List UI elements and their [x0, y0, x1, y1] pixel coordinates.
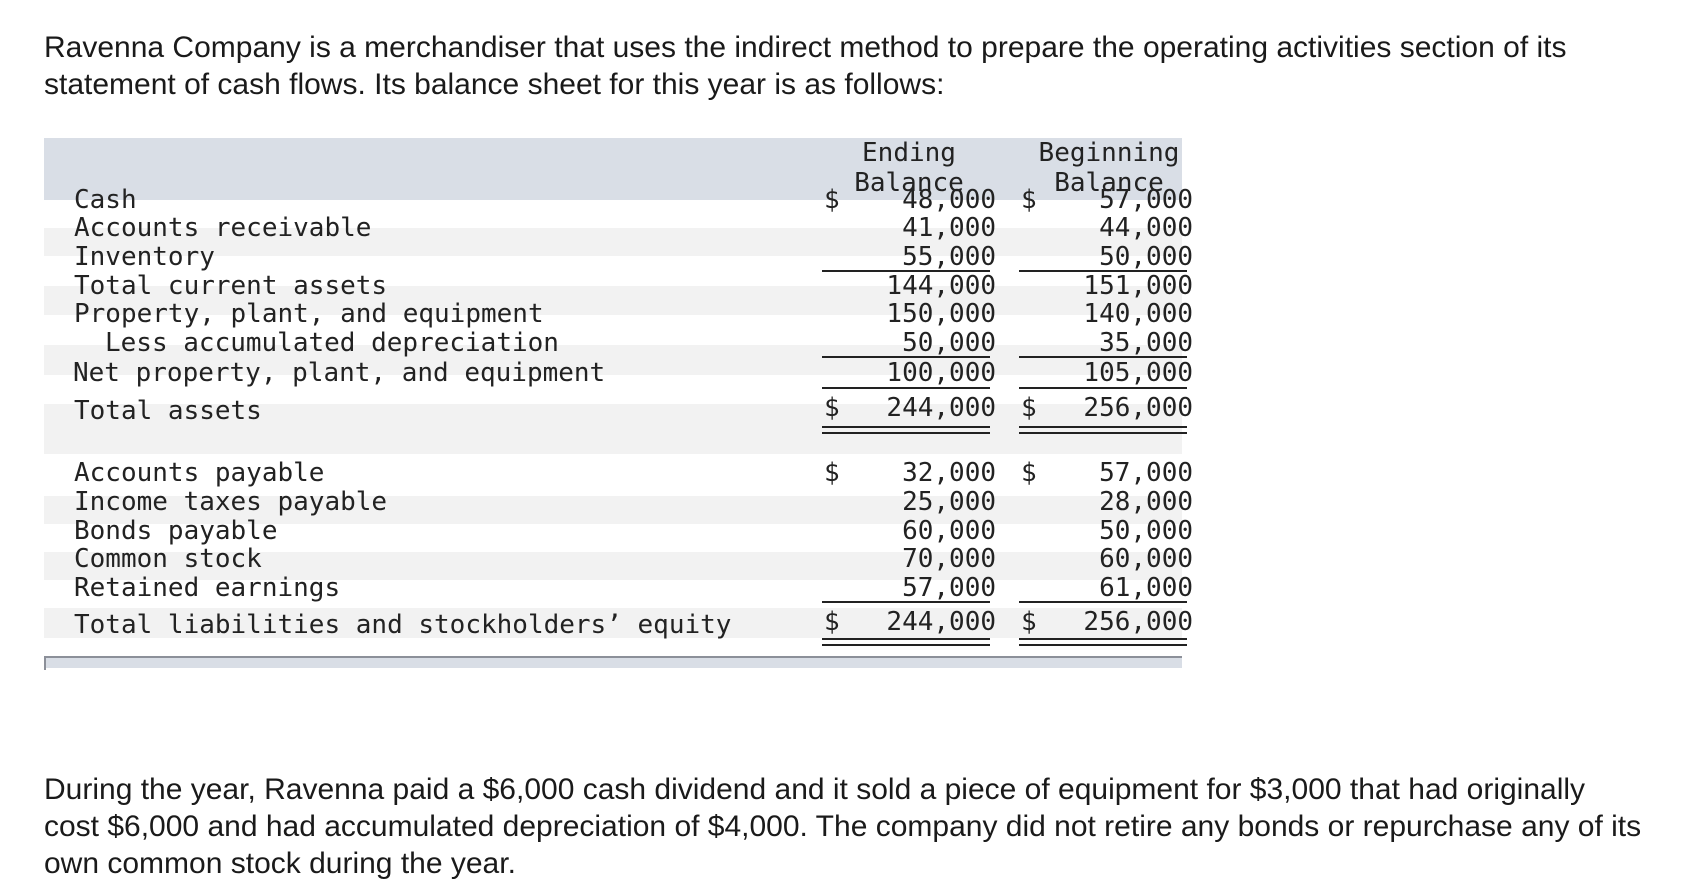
ending-value: $ 244,000 [824, 393, 996, 423]
table-footer-tick [44, 656, 46, 670]
subtotal-rule [822, 387, 990, 389]
row-label: Total current assets [74, 271, 388, 301]
table-row [44, 358, 1193, 388]
ending-value: 144,000 [886, 271, 996, 301]
table-row [44, 544, 1193, 574]
table-row [44, 458, 1193, 488]
row-label: Net property, plant, and equipment [73, 358, 606, 388]
ending-value: 25,000 [902, 487, 996, 517]
ending-value: 50,000 [902, 328, 996, 358]
row-label: Income taxes payable [74, 487, 388, 517]
beginning-value: $ 57,000 [1021, 458, 1193, 488]
beginning-value: $ 256,000 [1021, 393, 1193, 423]
row-label: Accounts receivable [74, 213, 372, 243]
beginning-value: 50,000 [1099, 516, 1193, 546]
total-double-rule [822, 426, 990, 434]
row-label: Less accumulated depreciation [105, 328, 559, 358]
table-row [44, 487, 1193, 517]
beginning-value: $ 256,000 [1021, 607, 1193, 637]
subtotal-rule [1019, 601, 1187, 603]
table-row [44, 242, 1193, 272]
subtotal-rule [1019, 387, 1187, 389]
row-label: Total assets [74, 396, 262, 426]
row-label: Accounts payable [74, 458, 325, 488]
table-row [44, 271, 1193, 301]
row-label: Inventory [74, 242, 215, 272]
beginning-value: 140,000 [1083, 299, 1193, 329]
beginning-value: 61,000 [1099, 573, 1193, 603]
beginning-value: $ 57,000 [1021, 185, 1193, 215]
ending-value: $ 244,000 [824, 607, 996, 637]
table-row [44, 185, 1193, 215]
beginning-value: 35,000 [1099, 328, 1193, 358]
beginning-value: 60,000 [1099, 544, 1193, 574]
intro-paragraph: Ravenna Company is a merchandiser that uses the indirect method to prepare the operating activities section of its statement of cash flows. Its balance sheet for this year is as follows: [44, 31, 1567, 101]
total-double-rule [1019, 638, 1187, 646]
beginning-value: 28,000 [1099, 487, 1193, 517]
table-row [44, 516, 1193, 546]
table-row [44, 573, 1193, 603]
balance-sheet-table [44, 138, 1193, 720]
ending-value: $ 48,000 [824, 185, 996, 215]
ending-value: 57,000 [902, 573, 996, 603]
ending-value: 41,000 [902, 213, 996, 243]
table-row [44, 328, 1193, 358]
beginning-value: 151,000 [1083, 271, 1193, 301]
header-beginning-balance: Beginning Balance [1038, 138, 1180, 198]
subtotal-rule [822, 601, 990, 603]
beginning-value: 50,000 [1099, 242, 1193, 272]
ending-value: 100,000 [886, 358, 996, 388]
table-row [44, 299, 1193, 329]
ending-value: 70,000 [902, 544, 996, 574]
row-label: Cash [74, 185, 137, 215]
outro-paragraph: During the year, Ravenna paid a $6,000 cash dividend and it sold a piece of equipment for $3,000 that had originally cost $6,000 and had accumulated depreciation of $4,000. The company did not retire any bonds or repurchase any of its own common stock during the year. [44, 773, 1642, 880]
ending-value: 55,000 [902, 242, 996, 272]
beginning-value: 105,000 [1083, 358, 1193, 388]
beginning-value: 44,000 [1099, 213, 1193, 243]
table-row [44, 607, 1193, 640]
ending-value: 150,000 [886, 299, 996, 329]
header-ending-balance: Ending Balance [854, 138, 964, 198]
row-label: Common stock [74, 544, 262, 574]
table-row [44, 213, 1193, 243]
row-label: Retained earnings [74, 573, 341, 603]
ending-value: 60,000 [902, 516, 996, 546]
row-label: Property, plant, and equipment [74, 299, 544, 329]
table-row [44, 393, 1193, 426]
total-double-rule [1019, 426, 1187, 434]
total-double-rule [822, 638, 990, 646]
table-footer-bar [44, 656, 1182, 668]
row-label: Bonds payable [74, 516, 278, 546]
ending-value: $ 32,000 [824, 458, 996, 488]
row-label: Total liabilities and stockholders’ equity [74, 610, 732, 640]
